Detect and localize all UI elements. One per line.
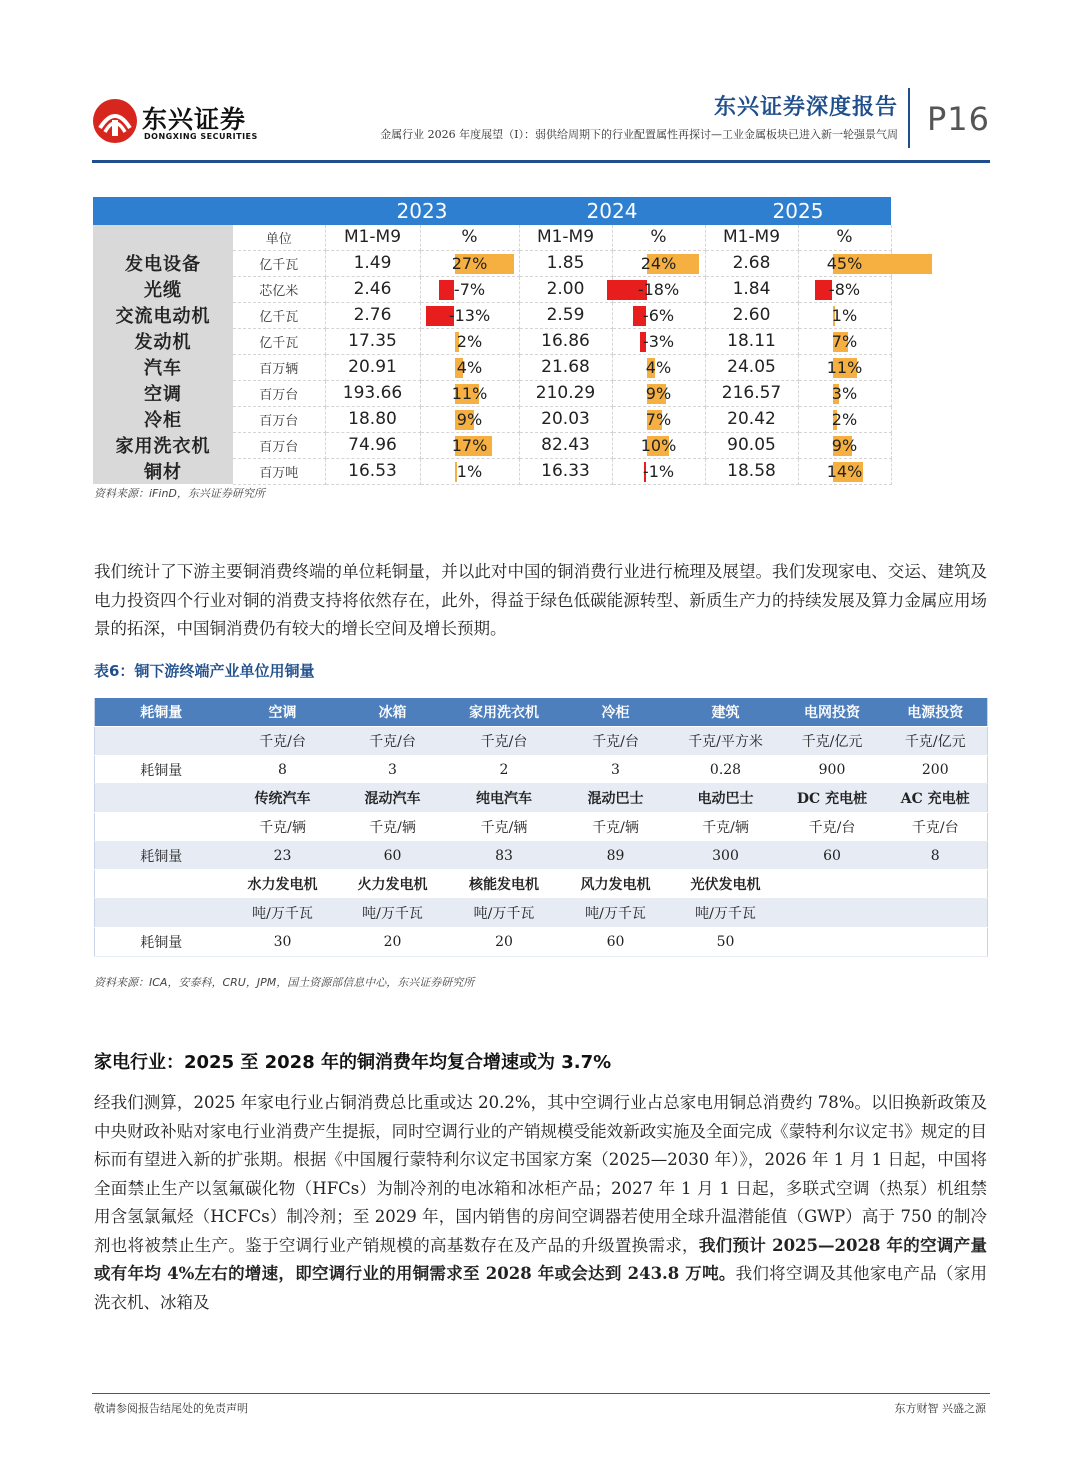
table-cell: 核能发电机 xyxy=(448,870,561,899)
year-2025: 2025 xyxy=(705,197,891,225)
row-value-25: 2.68 xyxy=(705,250,798,276)
table-cell: 建筑 xyxy=(671,698,781,727)
paragraph-2 xyxy=(94,1089,987,1317)
table-cell: 千克/台 xyxy=(884,813,988,842)
row-pct-25 xyxy=(798,276,891,302)
pct-label: -3% xyxy=(642,331,675,351)
col-pct-2024: % xyxy=(612,225,705,250)
table-cell xyxy=(884,927,988,956)
row-pct-24 xyxy=(612,380,705,406)
row-unit: 百万台 xyxy=(233,380,325,406)
pct-label: 24% xyxy=(640,253,677,273)
table-row xyxy=(95,784,988,813)
footer-rule xyxy=(92,1393,990,1394)
table-row xyxy=(95,870,988,899)
row-value-25: 90.05 xyxy=(705,432,798,458)
pct-label: 1% xyxy=(831,305,858,325)
paragraph-2-text-c: 我们将空调及其他家电产品（家用洗衣机、冰箱及 xyxy=(94,1264,987,1312)
table-row xyxy=(93,354,891,380)
table-cell xyxy=(781,899,884,928)
row-pct-24 xyxy=(612,354,705,380)
pct-label: 7% xyxy=(645,409,672,429)
source-note-1: 资料来源：iFinD，东兴证券研究所 xyxy=(94,487,265,500)
year-header-row xyxy=(93,197,891,225)
table-row xyxy=(93,250,891,276)
paragraph-1: 我们统计了下游主要铜消费终端的单位耗铜量，并以此对中国的铜消费行业进行梳理及展望。我们发现家电、交运、建筑及电力投资四个行业对铜的消费支持将依然存在，此外，得益于绿色低碳能源转型、新质生产力的持续发展及算力金属应用场景的拓深，中国铜消费仍有较大的增长空间及增长预期。 xyxy=(94,562,987,638)
pct-label: 9% xyxy=(645,383,672,403)
table-row xyxy=(93,276,891,302)
table-cell: 混动汽车 xyxy=(338,784,448,813)
pct-label: 7% xyxy=(831,331,858,351)
row-pct-24 xyxy=(612,276,705,302)
row-value-23: 17.35 xyxy=(325,328,420,354)
table-cell: 千克/台 xyxy=(228,727,338,756)
row-unit: 百万台 xyxy=(233,406,325,432)
row-pct-23 xyxy=(420,406,519,432)
table-cell: 火力发电机 xyxy=(338,870,448,899)
table-row xyxy=(95,755,988,784)
row-unit: 百万台 xyxy=(233,432,325,458)
table-cell: 83 xyxy=(448,841,561,870)
table-cell xyxy=(781,870,884,899)
table-cell: 千克/平方米 xyxy=(671,727,781,756)
pct-label: 2% xyxy=(831,409,858,429)
row-value-25: 18.58 xyxy=(705,458,798,484)
table-cell xyxy=(95,870,228,899)
table-cell: 吨/万千瓦 xyxy=(338,899,448,928)
logo-cn-text: 东兴证券 xyxy=(142,105,247,134)
pct-label: 14% xyxy=(826,461,863,481)
pct-label: -18% xyxy=(637,279,680,299)
table-cell: 千克/辆 xyxy=(448,813,561,842)
row-value-25: 216.57 xyxy=(705,380,798,406)
table-row xyxy=(95,813,988,842)
report-title: 东兴证券深度报告 xyxy=(713,95,898,120)
row-pct-25 xyxy=(798,354,891,380)
table-cell: 耗铜量 xyxy=(95,698,228,727)
table-cell: 纯电汽车 xyxy=(448,784,561,813)
row-value-25: 2.60 xyxy=(705,302,798,328)
company-logo xyxy=(92,98,258,148)
table-row xyxy=(95,841,988,870)
table-cell xyxy=(781,927,884,956)
row-pct-24 xyxy=(612,250,705,276)
paragraph-2-bold: 我们预计 2025—2028 年的空调产量或有年均 4%左右的增速，即空调行业的用铜需求至 2028 年或会达到 243.8 万吨。 xyxy=(94,1235,987,1283)
section-title: 家电行业：2025 至 2028 年的铜消费年均复合增速或为 3.7% xyxy=(94,1052,612,1073)
footer-slogan: 东方财智 兴盛之源 xyxy=(894,1402,986,1415)
table-cell xyxy=(884,899,988,928)
report-subtitle: 金属行业 2026 年度展望（I）：弱供给周期下的行业配置属性再探讨—工业金属板块已进入新一轮强景气周 xyxy=(380,128,898,141)
table-cell: 吨/万千瓦 xyxy=(228,899,338,928)
table-cell: 60 xyxy=(561,927,671,956)
pct-label: 9% xyxy=(456,409,483,429)
table-cell: 20 xyxy=(338,927,448,956)
row-value-23: 20.91 xyxy=(325,354,420,380)
table-cell: 水力发电机 xyxy=(228,870,338,899)
pct-label: -8% xyxy=(828,279,861,299)
row-pct-23 xyxy=(420,380,519,406)
table-cell: 空调 xyxy=(228,698,338,727)
pct-label: 2% xyxy=(456,331,483,351)
row-name: 冷柜 xyxy=(93,406,233,432)
year-2023: 2023 xyxy=(325,197,519,225)
col-m1m9-2023: M1-M9 xyxy=(325,225,420,250)
table-row xyxy=(93,302,891,328)
table-cell xyxy=(884,870,988,899)
table-cell xyxy=(95,784,228,813)
row-value-24: 21.68 xyxy=(519,354,612,380)
row-value-24: 16.86 xyxy=(519,328,612,354)
row-value-25: 18.11 xyxy=(705,328,798,354)
pct-label: -6% xyxy=(642,305,675,325)
row-pct-25 xyxy=(798,432,891,458)
table-cell: 3 xyxy=(561,755,671,784)
table-caption: 表6：铜下游终端产业单位用铜量 xyxy=(94,662,315,680)
row-name: 家用洗衣机 xyxy=(93,432,233,458)
logo-icon xyxy=(92,98,138,144)
table-cell: 风力发电机 xyxy=(561,870,671,899)
pct-label: 11% xyxy=(451,383,488,403)
row-unit: 芯亿米 xyxy=(233,276,325,302)
table-cell: 电源投资 xyxy=(884,698,988,727)
row-name: 汽车 xyxy=(93,354,233,380)
row-value-23: 18.80 xyxy=(325,406,420,432)
table-cell: 千克/辆 xyxy=(228,813,338,842)
table-row xyxy=(93,406,891,432)
row-value-24: 82.43 xyxy=(519,432,612,458)
table-cell: 耗铜量 xyxy=(95,755,228,784)
pct-label: 3% xyxy=(831,383,858,403)
pct-bar xyxy=(439,280,454,300)
col-m1m9-2025: M1-M9 xyxy=(705,225,798,250)
row-pct-24 xyxy=(612,328,705,354)
row-value-24: 16.33 xyxy=(519,458,612,484)
col-pct-2025: % xyxy=(798,225,891,250)
col-m1m9-2024: M1-M9 xyxy=(519,225,612,250)
table-cell: 200 xyxy=(884,755,988,784)
table-cell: 家用洗衣机 xyxy=(448,698,561,727)
production-table xyxy=(93,197,892,485)
paragraph-2-text-a: 经我们测算，2025 年家电行业占铜消费总比重或达 20.2%，其中空调行业占总家电用铜总消费约 78%。以旧换新政策及中央财政补贴对家电行业消费产生提振，同时空调行业的产销规模受能效新政实施及全面完成《蒙特利尔议定书》规定的目标而有望进入新的扩张期。根据《中国履行蒙特利尔议定书国家方案（2025—2030 年）》，2026 年 1 月 1 日起，中国将全面禁止生产以氢氟碳化物（HFCs）为制冷剂的电冰箱和冰柜产品；2027 年 1 月 1 日起，多联式空调（热泵）机组禁用含氢氯氟烃（HCFCs）制冷剂；至 2029 年，国内销售的房间空调器若使用全球升温潜能值（GWP）高于 750 的制冷剂也将被禁止生产。鉴于空调行业产销规模的高基数存在及产品的升级置换需求， xyxy=(94,1093,987,1255)
row-value-23: 74.96 xyxy=(325,432,420,458)
table-cell: 冷柜 xyxy=(561,698,671,727)
column-header-row xyxy=(93,225,891,250)
pct-label: -7% xyxy=(453,279,486,299)
row-pct-25 xyxy=(798,406,891,432)
table-cell: 23 xyxy=(228,841,338,870)
table-cell: 20 xyxy=(448,927,561,956)
pct-label: 9% xyxy=(831,435,858,455)
copper-usage-table xyxy=(94,697,988,957)
row-value-25: 24.05 xyxy=(705,354,798,380)
pct-label: -13% xyxy=(448,305,491,325)
table-cell: 混动巴士 xyxy=(561,784,671,813)
table-cell: 吨/万千瓦 xyxy=(671,899,781,928)
table-cell: 冰箱 xyxy=(338,698,448,727)
row-value-25: 20.42 xyxy=(705,406,798,432)
table-cell: 吨/万千瓦 xyxy=(448,899,561,928)
row-value-24: 20.03 xyxy=(519,406,612,432)
row-unit: 亿千瓦 xyxy=(233,328,325,354)
table-cell: 0.28 xyxy=(671,755,781,784)
row-pct-23 xyxy=(420,432,519,458)
table-row xyxy=(93,328,891,354)
table-row xyxy=(95,698,988,727)
table-cell: 3 xyxy=(338,755,448,784)
pct-label: -1% xyxy=(642,461,675,481)
row-name: 空调 xyxy=(93,380,233,406)
row-value-24: 2.00 xyxy=(519,276,612,302)
table-cell: AC 充电桩 xyxy=(884,784,988,813)
table-cell: 89 xyxy=(561,841,671,870)
pct-label: 45% xyxy=(826,253,863,273)
table-cell: 50 xyxy=(671,927,781,956)
row-pct-25 xyxy=(798,458,891,484)
year-2024: 2024 xyxy=(519,197,705,225)
table-cell: 900 xyxy=(781,755,884,784)
table-cell: 60 xyxy=(781,841,884,870)
row-name: 铜材 xyxy=(93,458,233,484)
logo-en-text: DONGXING SECURITIES xyxy=(144,132,258,141)
table-row xyxy=(95,899,988,928)
row-unit: 百万吨 xyxy=(233,458,325,484)
row-value-23: 1.49 xyxy=(325,250,420,276)
row-unit: 亿千瓦 xyxy=(233,302,325,328)
row-pct-25 xyxy=(798,328,891,354)
row-name: 发动机 xyxy=(93,328,233,354)
pct-label: 4% xyxy=(645,357,672,377)
table-row xyxy=(93,432,891,458)
table-cell: 电网投资 xyxy=(781,698,884,727)
table-row xyxy=(95,927,988,956)
table-cell: 8 xyxy=(884,841,988,870)
table-cell: 千克/台 xyxy=(338,727,448,756)
table-cell: 千克/亿元 xyxy=(781,727,884,756)
table-cell: 60 xyxy=(338,841,448,870)
row-value-24: 1.85 xyxy=(519,250,612,276)
pct-label: 1% xyxy=(456,461,483,481)
col-unit: 单位 xyxy=(233,225,325,250)
footer-disclaimer: 敬请参阅报告结尾处的免责声明 xyxy=(94,1402,248,1415)
pct-label: 11% xyxy=(826,357,863,377)
table-row xyxy=(95,727,988,756)
table-cell: 千克/台 xyxy=(561,727,671,756)
pct-label: 10% xyxy=(640,435,677,455)
row-unit: 亿千瓦 xyxy=(233,250,325,276)
row-pct-23 xyxy=(420,302,519,328)
table-cell: 2 xyxy=(448,755,561,784)
row-value-24: 210.29 xyxy=(519,380,612,406)
row-name: 光缆 xyxy=(93,276,233,302)
row-unit: 百万辆 xyxy=(233,354,325,380)
row-name: 发电设备 xyxy=(93,250,233,276)
table-cell: 千克/辆 xyxy=(671,813,781,842)
row-pct-24 xyxy=(612,302,705,328)
pct-label: 17% xyxy=(451,435,488,455)
table-cell: 千克/台 xyxy=(781,813,884,842)
row-pct-23 xyxy=(420,458,519,484)
table-cell xyxy=(95,727,228,756)
page-number: P16 xyxy=(926,100,990,138)
table-cell xyxy=(95,813,228,842)
row-value-25: 1.84 xyxy=(705,276,798,302)
table-cell: 吨/万千瓦 xyxy=(561,899,671,928)
row-pct-24 xyxy=(612,458,705,484)
table-cell: 电动巴士 xyxy=(671,784,781,813)
table-cell: 千克/台 xyxy=(448,727,561,756)
table-cell: 千克/辆 xyxy=(561,813,671,842)
table-cell: 光伏发电机 xyxy=(671,870,781,899)
table-cell: 传统汽车 xyxy=(228,784,338,813)
table-row xyxy=(93,458,891,484)
row-pct-23 xyxy=(420,328,519,354)
table-cell: 千克/辆 xyxy=(338,813,448,842)
table-cell: 耗铜量 xyxy=(95,927,228,956)
row-value-23: 16.53 xyxy=(325,458,420,484)
pct-label: 27% xyxy=(451,253,488,273)
table-cell: 8 xyxy=(228,755,338,784)
row-value-23: 2.46 xyxy=(325,276,420,302)
table-cell: 30 xyxy=(228,927,338,956)
row-value-23: 2.76 xyxy=(325,302,420,328)
table-cell: 千克/亿元 xyxy=(884,727,988,756)
row-pct-25 xyxy=(798,302,891,328)
row-pct-25 xyxy=(798,380,891,406)
row-name: 交流电动机 xyxy=(93,302,233,328)
row-pct-23 xyxy=(420,250,519,276)
table-cell: DC 充电桩 xyxy=(781,784,884,813)
table-cell: 耗铜量 xyxy=(95,841,228,870)
row-value-24: 2.59 xyxy=(519,302,612,328)
col-pct-2023: % xyxy=(420,225,519,250)
header-divider xyxy=(908,88,910,148)
table-row xyxy=(93,380,891,406)
table-cell xyxy=(95,899,228,928)
row-pct-23 xyxy=(420,276,519,302)
table-cell: 300 xyxy=(671,841,781,870)
row-pct-24 xyxy=(612,432,705,458)
row-pct-23 xyxy=(420,354,519,380)
header-rule xyxy=(92,160,990,163)
row-pct-24 xyxy=(612,406,705,432)
pct-label: 4% xyxy=(456,357,483,377)
source-note-2: 资料来源：ICA，安泰科，CRU，JPM，国土资源部信息中心，东兴证券研究所 xyxy=(94,976,475,989)
row-value-23: 193.66 xyxy=(325,380,420,406)
row-pct-25 xyxy=(798,250,891,276)
page-header xyxy=(92,88,990,164)
